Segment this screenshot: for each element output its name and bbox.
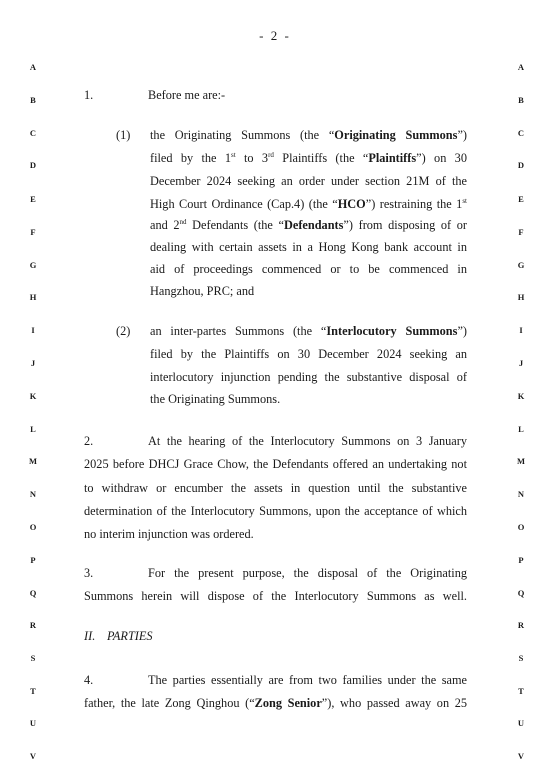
page-number: - 2 -	[259, 28, 291, 43]
margin-letter-left-n: N	[29, 489, 37, 499]
margin-letter-left-j: J	[30, 358, 36, 368]
margin-letter-left-d: D	[29, 160, 37, 170]
margin-letter-right-e: E	[518, 194, 524, 204]
para-2-first-line: At the hearing of the Interlocutory Summons on 3 January	[148, 434, 467, 448]
para-4-first-line: The parties essentially are from two families under the same	[148, 673, 467, 687]
margin-letter-left-e: E	[30, 194, 36, 204]
para-1-intro: Before me are:-	[148, 88, 226, 102]
margin-letter-left-h: H	[29, 292, 37, 302]
margin-letter-right-o: O	[517, 522, 525, 532]
margin-letter-right-g: G	[517, 260, 525, 270]
margin-letter-right-c: C	[517, 128, 525, 138]
para-2-line-4: determination of the Interlocutory Summons, upon the acceptance of which	[84, 504, 467, 518]
margin-letter-left-s: S	[30, 653, 36, 663]
item-2-line-4: the Originating Summons.	[150, 392, 281, 406]
item-1-number: (1)	[116, 128, 131, 142]
margin-letter-right-b: B	[518, 95, 524, 105]
section-title: PARTIES	[107, 629, 153, 643]
margin-letter-right-u: U	[517, 718, 525, 728]
margin-letter-right-h: H	[517, 292, 525, 302]
para-2-line-2: 2025 before DHCJ Grace Chow, the Defendants offered an undertaking not	[84, 457, 467, 471]
margin-letter-left-i: I	[31, 325, 35, 335]
margin-letter-right-v: V	[517, 751, 525, 761]
para-3-number: 3.	[84, 566, 94, 580]
margin-letter-right-p: P	[518, 555, 524, 565]
margin-letter-right-a: A	[517, 62, 525, 72]
item-1-line-7: aid of proceedings commenced or to be commenced in	[150, 262, 467, 276]
margin-letter-left-c: C	[29, 128, 37, 138]
item-1-line-6: dealing with certain assets in a Hong Kong bank account in	[150, 240, 467, 254]
item-1-line-1: the Originating Summons (the “Originating Summons”)	[150, 128, 467, 142]
margin-letter-right-r: R	[517, 620, 525, 630]
margin-letter-left-g: G	[29, 260, 37, 270]
item-1-line-4: High Court Ordinance (Cap.4) (the “HCO”) restraining the 1st	[150, 197, 467, 212]
para-2-line-3: to withdraw or encumber the assets in question until the substantive	[84, 481, 467, 495]
margin-letter-right-d: D	[517, 160, 525, 170]
item-1-line-8: Hangzhou, PRC; and	[150, 284, 255, 298]
margin-letter-left-v: V	[29, 751, 37, 761]
margin-letter-left-u: U	[29, 718, 37, 728]
margin-letter-right-f: F	[518, 227, 524, 237]
para-1-number: 1.	[84, 88, 94, 102]
margin-letter-left-t: T	[30, 686, 36, 696]
para-3-line-2: Summons herein will dispose of the Interlocutory Summons as well.	[84, 589, 467, 603]
margin-letter-right-t: T	[518, 686, 524, 696]
margin-letter-left-a: A	[29, 62, 37, 72]
margin-letter-left-l: L	[30, 424, 36, 434]
margin-letter-left-p: P	[30, 555, 36, 565]
margin-letter-left-q: Q	[29, 588, 37, 598]
margin-letter-left-f: F	[30, 227, 36, 237]
margin-letter-right-m: M	[516, 456, 526, 466]
margin-letter-left-b: B	[30, 95, 36, 105]
margin-letter-right-n: N	[517, 489, 525, 499]
para-4-line-2-text: father, the late Zong Qinghou (“Zong Senior”), who passed away on 25	[84, 696, 468, 710]
para-4-number: 4.	[84, 673, 94, 687]
margin-letter-right-j: J	[518, 358, 524, 368]
margin-letter-left-o: O	[29, 522, 37, 532]
margin-letter-right-l: L	[518, 424, 524, 434]
item-2-line-1: an inter-partes Summons (the “Interlocutory Summons”)	[150, 324, 467, 338]
item-1-line-2: filed by the 1st to 3rd Plaintiffs (the “Plaintiffs”) on 30	[150, 151, 467, 166]
margin-letter-left-m: M	[28, 456, 38, 466]
margin-letter-right-s: S	[518, 653, 524, 663]
margin-letter-right-q: Q	[517, 588, 525, 598]
item-1-line-5: and 2nd Defendants (the “Defendants”) from disposing of or	[150, 218, 468, 233]
margin-letter-left-k: K	[29, 391, 37, 401]
item-2-number: (2)	[116, 324, 131, 338]
item-1-line-3: December 2024 seeking an order under section 21M of the	[150, 174, 467, 188]
section-number: II.	[84, 629, 96, 643]
margin-letter-right-i: I	[519, 325, 523, 335]
para-2-number: 2.	[84, 434, 94, 448]
para-3-first-line: For the present purpose, the disposal of the Originating	[148, 566, 467, 580]
margin-letter-right-k: K	[517, 391, 525, 401]
para-2-line-5: no interim injunction was ordered.	[84, 527, 254, 541]
item-2-line-3: interlocutory injunction pending the substantive disposal of	[150, 370, 467, 384]
item-2-line-2: filed by the Plaintiffs on 30 December 2024 seeking an	[150, 347, 467, 361]
margin-letter-left-r: R	[29, 620, 37, 630]
